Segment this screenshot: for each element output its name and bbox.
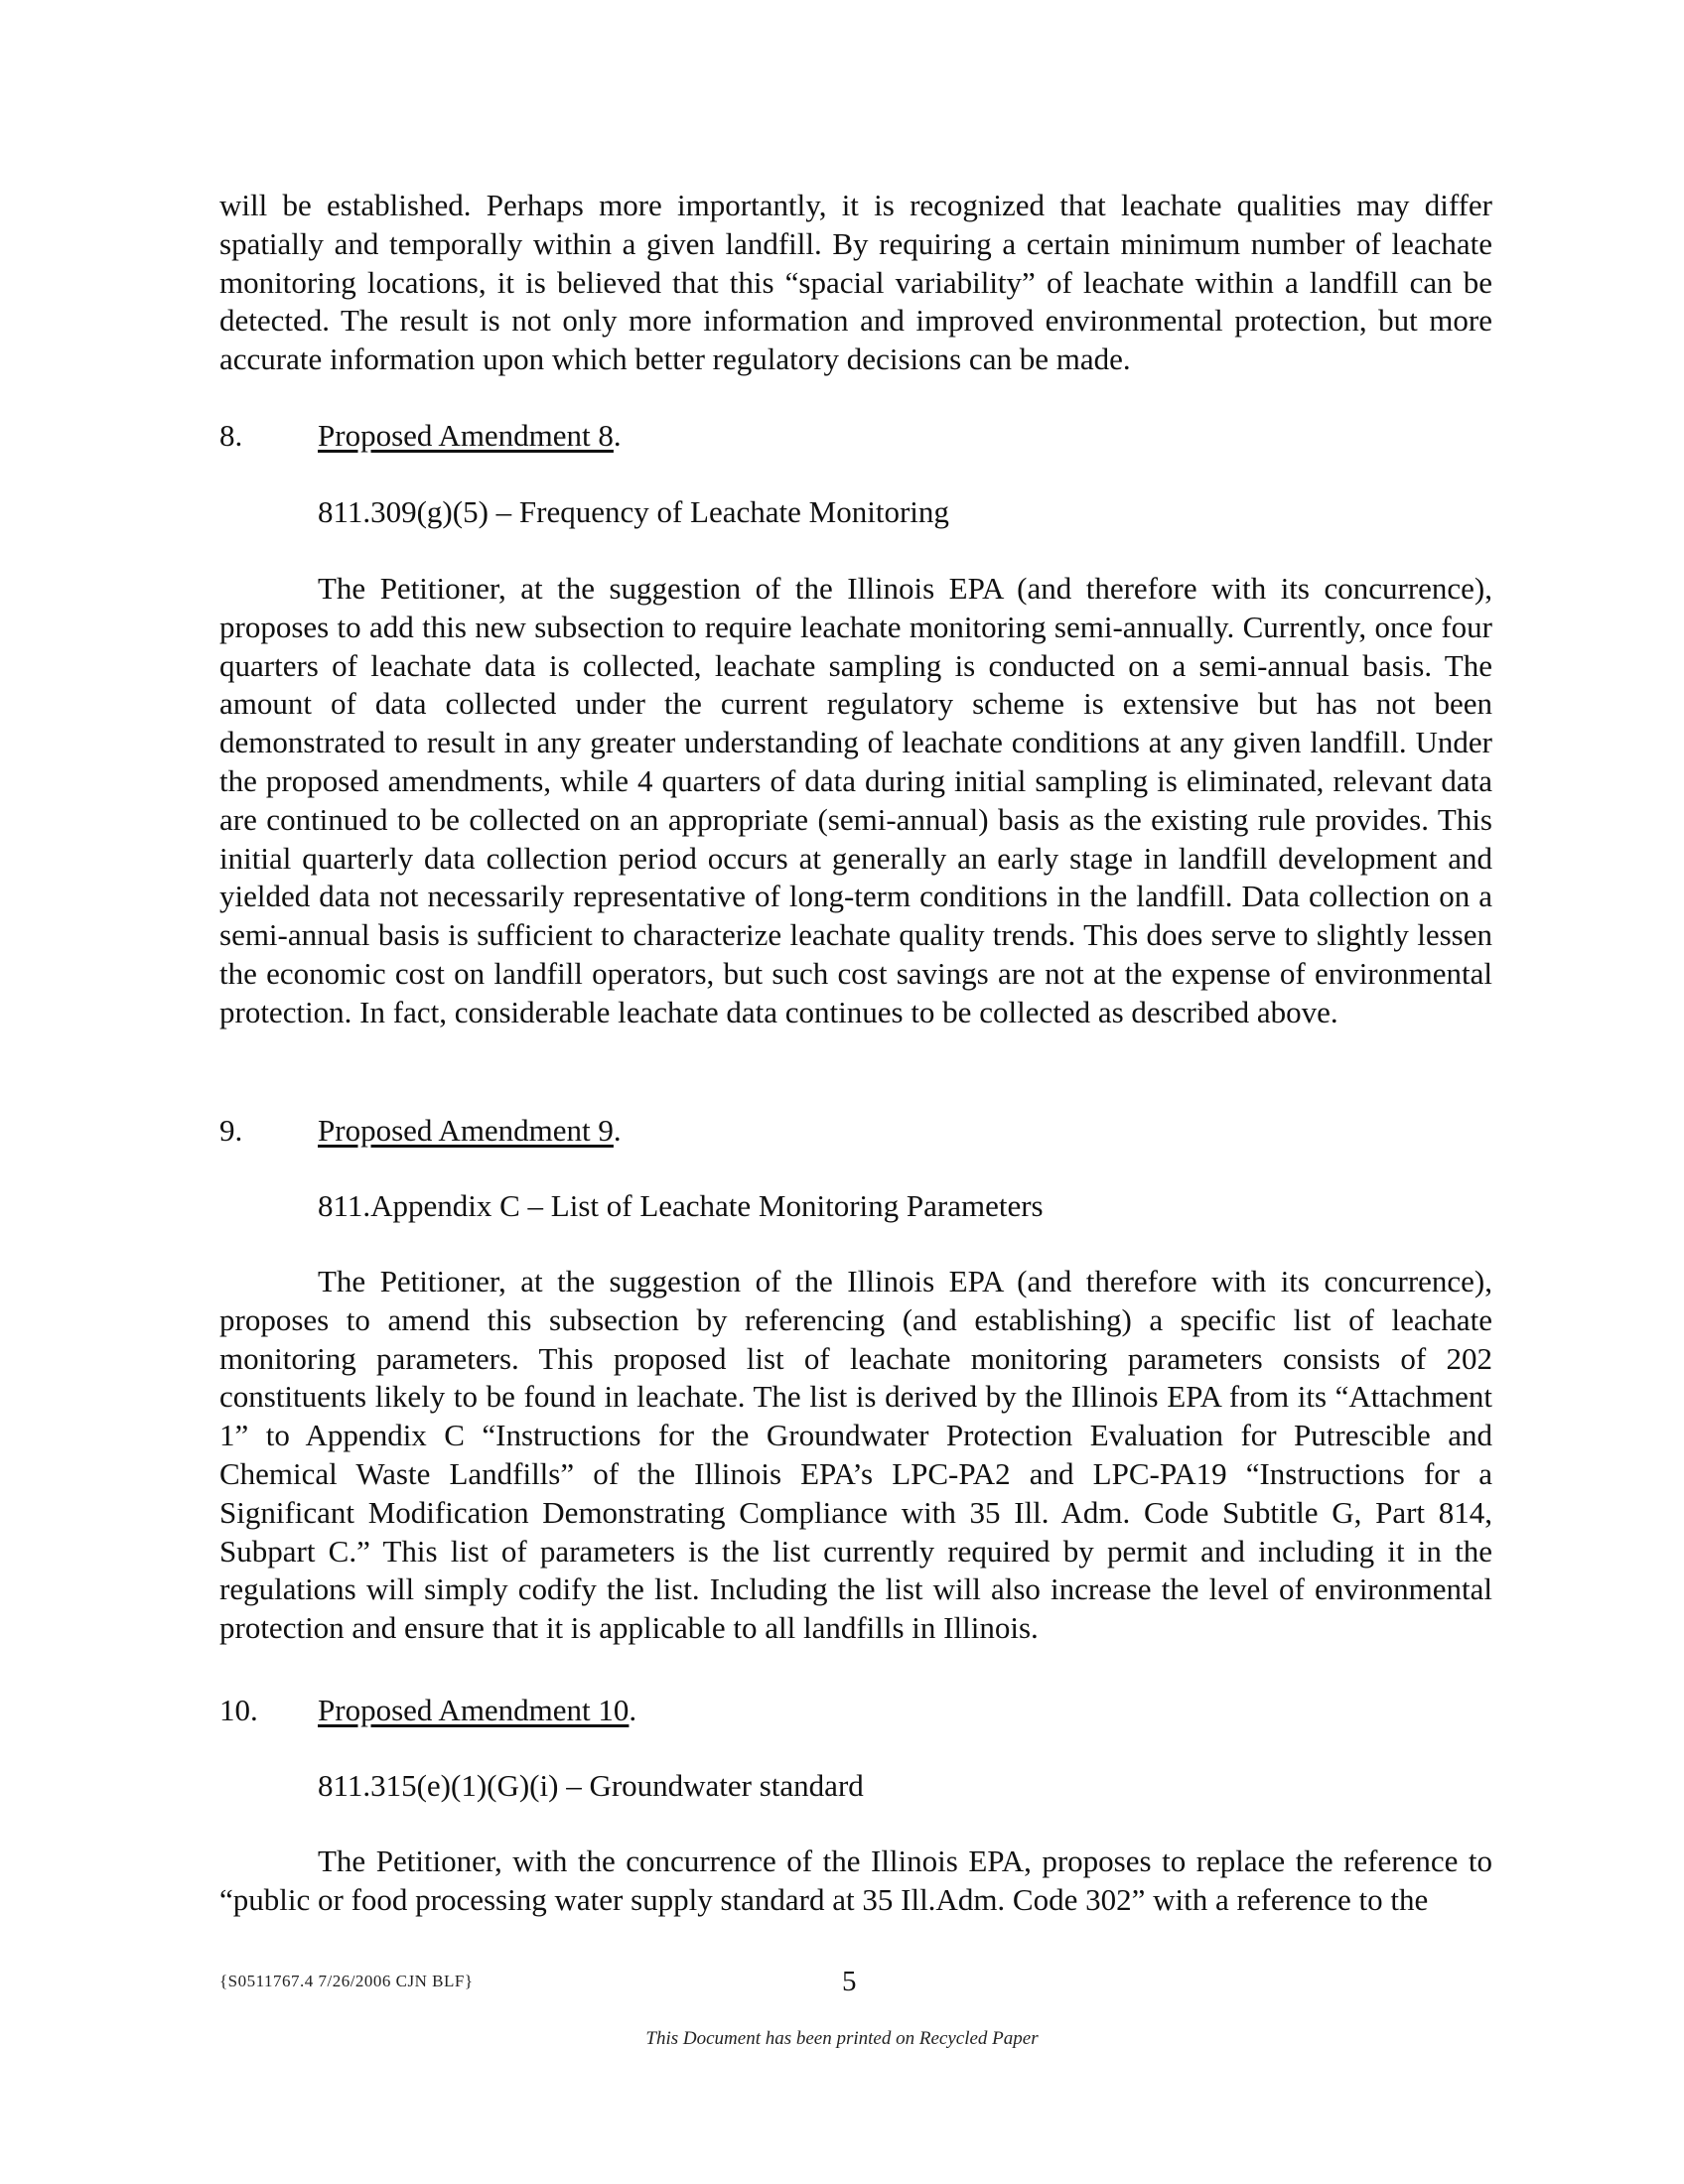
section-9-heading [219,1112,622,1150]
recycled-paper-note: This Document has been printed on Recycled Paper [645,2028,1039,2049]
section-10-title: Proposed Amendment 10 [318,1693,630,1727]
section-8-citation: 811.309(g)(5) – Frequency of Leachate Monitoring [318,494,949,529]
section-8-heading [219,417,622,455]
section-9-citation: 811.Appendix C – List of Leachate Monitoring Parameters [318,1188,1044,1223]
section-10-body: The Petitioner, with the concurrence of the Illinois EPA, proposes to replace the reference to “public or food processing water supply standard at 35 Ill.Adm. Code 302” with a reference to the [219,1843,1492,1917]
section-8-title: Proposed Amendment 8 [318,418,614,453]
footer-document-id: {S0511767.4 7/26/2006 CJN BLF} [219,1972,474,1990]
section-9-title-punct: . [613,1113,622,1148]
section-10-number: 10. [219,1693,258,1727]
section-9-number: 9. [219,1113,243,1148]
section-8-title-punct: . [613,418,622,453]
section-9-body: The Petitioner, at the suggestion of the Illinois EPA (and therefore with its concurrence), proposes to amend this subsection by referencing (and establishing) a specific list of leachate monitoring parameters. This proposed list of leachate monitoring parameters consists of 202 constituents likely to be found in leachate. The list is derived by the Illinois EPA from its “Attachment 1” to Appendix C “Instructions for the Groundwater Protection Evaluation for Putrescible and Chemical Waste Landfills” of the Illinois EPA’s LPC-PA2 and LPC-PA19 “Instructions for a Significant Modification Demonstrating Compliance with 35 Ill. Adm. Code Subtitle G, Part 814, Subpart C.” This list of parameters is the list currently required by permit and including it in the regulations will simply codify the list. Including the list will also increase the level of environmental protection and ensure that it is applicable to all landfills in Illinois. [219,1264,1492,1646]
section-10-title-punct: . [629,1693,637,1727]
section-8-body: The Petitioner, at the suggestion of the Illinois EPA (and therefore with its concurrence), proposes to add this new subsection to require leachate monitoring semi-annually. Currently, once four quarters of leachate data is collected, leachate sampling is conducted on a semi-annual basis. The amount of data collected under the current regulatory scheme is extensive but has not been demonstrated to result in any greater understanding of leachate conditions at any given landfill. Under the proposed amendments, while 4 quarters of data during initial sampling is eliminated, relevant data are continued to be collected on an appropriate (semi-annual) basis as the existing rule provides. This initial quarterly data collection period occurs at generally an early stage in landfill development and yielded data not necessarily representative of long-term conditions in the landfill. Data collection on a semi-annual basis is sufficient to characterize leachate quality trends. This does serve to slightly lessen the economic cost on landfill operators, but such cost savings are not at the expense of environmental protection. In fact, considerable leachate data continues to be collected as described above. [219,571,1492,1029]
page-number: 5 [842,1966,857,1997]
section-9-title: Proposed Amendment 9 [318,1113,614,1148]
section-8-number: 8. [219,418,243,453]
section-10-heading [219,1692,636,1729]
section-10-citation: 811.315(e)(1)(G)(i) – Groundwater standard [318,1768,864,1803]
intro-paragraph: will be established. Perhaps more importantly, it is recognized that leachate qualities may differ spatially and temporally within a given landfill. By requiring a certain minimum number of leachate monitoring locations, it is believed that this “spacial variability” of leachate within a landfill can be detected. The result is not only more information and improved environmental protection, but more accurate information upon which better regulatory decisions can be made. [219,188,1492,377]
